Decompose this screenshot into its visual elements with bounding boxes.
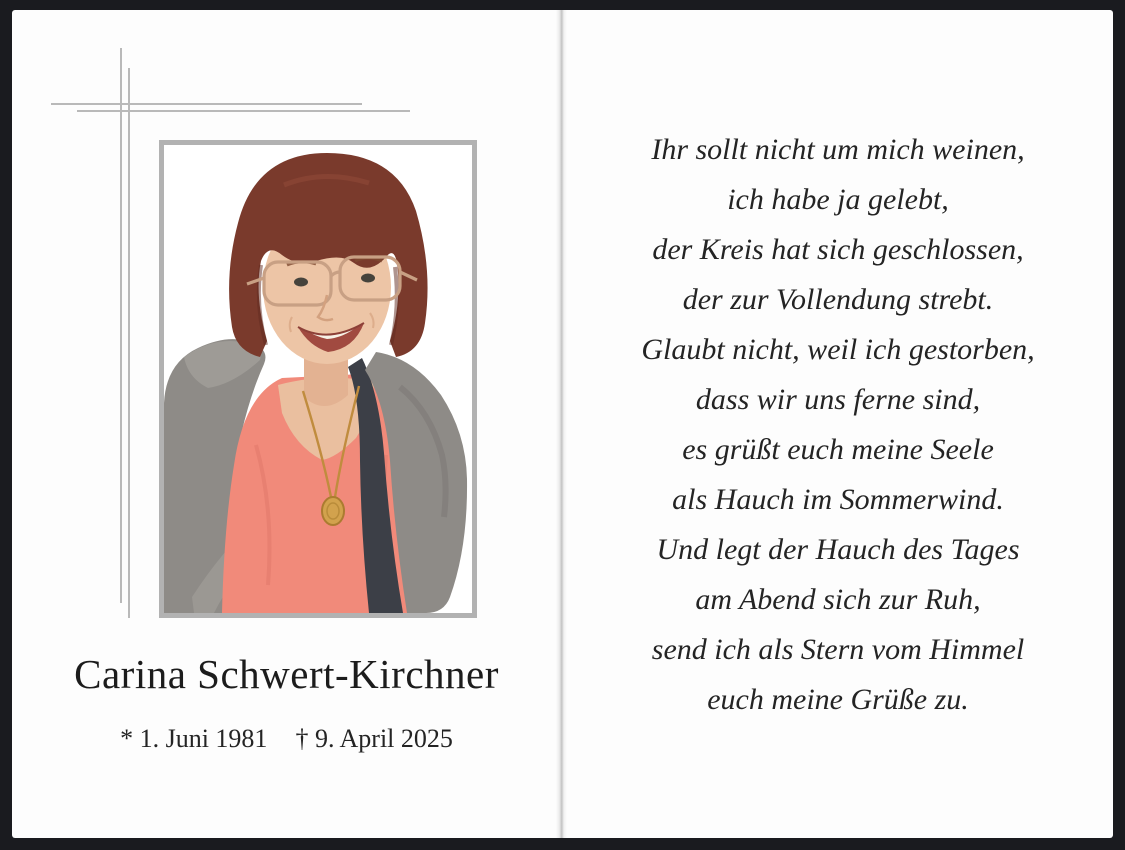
eye-right bbox=[361, 274, 375, 283]
poem-line: Glaubt nicht, weil ich gestorben, bbox=[641, 333, 1035, 366]
memorial-card bbox=[12, 10, 1113, 838]
cross-horizontal-line-2 bbox=[77, 110, 410, 112]
photo-page bbox=[12, 10, 561, 838]
poem-line: als Hauch im Sommerwind. bbox=[672, 483, 1004, 516]
poem-line: euch meine Grüße zu. bbox=[707, 683, 969, 716]
death-date: † 9. April 2025 bbox=[295, 724, 453, 753]
poem-line: send ich als Stern vom Himmel bbox=[651, 633, 1025, 666]
poem-page bbox=[563, 10, 1113, 838]
cross-vertical-line-1 bbox=[120, 48, 122, 603]
poem-line: der Kreis hat sich geschlossen, bbox=[652, 233, 1024, 266]
deceased-name: Carina Schwert-Kirchner bbox=[74, 651, 499, 697]
poem-line: am Abend sich zur Ruh, bbox=[695, 583, 981, 616]
poem-line: es grüßt euch meine Seele bbox=[682, 433, 994, 466]
life-dates bbox=[12, 724, 561, 754]
photo-frame bbox=[159, 140, 477, 618]
necklace-pendant bbox=[322, 497, 344, 525]
poem-line: der zur Vollendung strebt. bbox=[682, 283, 994, 316]
birth-date: * 1. Juni 1981 bbox=[120, 724, 268, 753]
poem-line: dass wir uns ferne sind, bbox=[695, 383, 981, 416]
cross-horizontal-line-1 bbox=[51, 103, 362, 105]
eye-left bbox=[294, 278, 308, 287]
poem-line: ich habe ja gelebt, bbox=[727, 183, 949, 216]
cross-vertical-line-2 bbox=[128, 68, 130, 618]
poem-line: Und legt der Hauch des Tages bbox=[656, 533, 1020, 566]
poem-line: Ihr sollt nicht um mich weinen, bbox=[651, 133, 1025, 166]
memorial-poem bbox=[563, 125, 1113, 725]
portrait-photo bbox=[164, 145, 472, 613]
